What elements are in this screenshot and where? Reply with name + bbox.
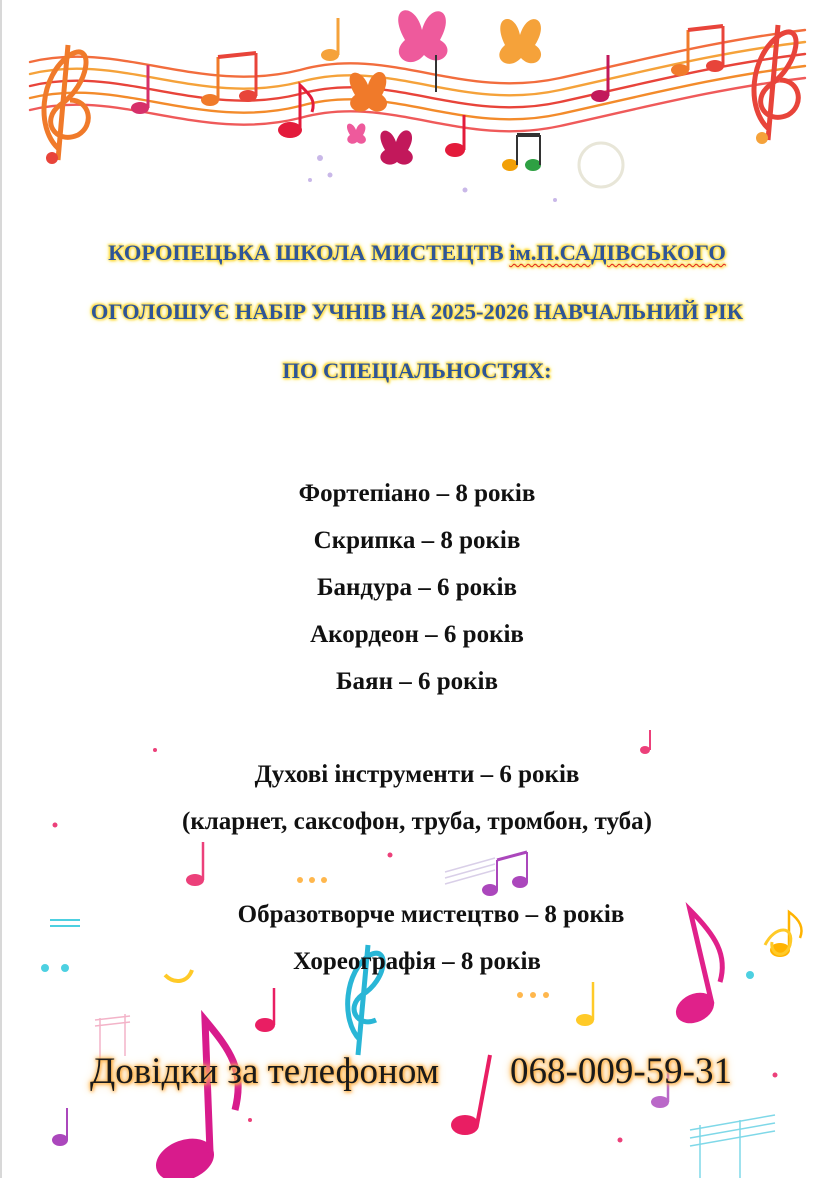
specialty-item: Хореографія – 8 років xyxy=(293,948,541,975)
school-name: КОРОПЕЦЬКА ШКОЛА МИСТЕЦТВ xyxy=(108,240,504,265)
specialty-item: Скрипка – 8 років xyxy=(313,527,521,554)
announcement-heading: ОГОЛОШУЄ НАБІР УЧНІВ НА 2025-2026 НАВЧАЛЬНИЙ РІК xyxy=(90,299,744,324)
wind-instruments-title: Духові інструменти – 6 років xyxy=(254,761,580,788)
specialty-item: Баян – 6 років xyxy=(336,668,498,695)
contact-label: Довідки за телефоном xyxy=(90,1051,440,1092)
wind-instruments-list: (кларнет, саксофон, труба, тромбон, туба) xyxy=(182,808,652,835)
specialty-item: Образотворче мистецтво – 8 років xyxy=(237,901,625,928)
specialty-item: Фортепіано – 8 років xyxy=(298,480,536,507)
specialty-item: Акордеон – 6 років xyxy=(310,621,524,648)
specialty-item: Бандура – 6 років xyxy=(317,574,517,601)
school-title xyxy=(0,240,834,266)
school-patron: ім.П.САДІВСЬКОГО xyxy=(509,240,726,265)
specialties-heading: ПО СПЕЦІАЛЬНОСТЯХ: xyxy=(282,358,552,383)
contact-phone: 068-009-59-31 xyxy=(510,1051,732,1092)
music-staff-banner xyxy=(0,0,834,215)
